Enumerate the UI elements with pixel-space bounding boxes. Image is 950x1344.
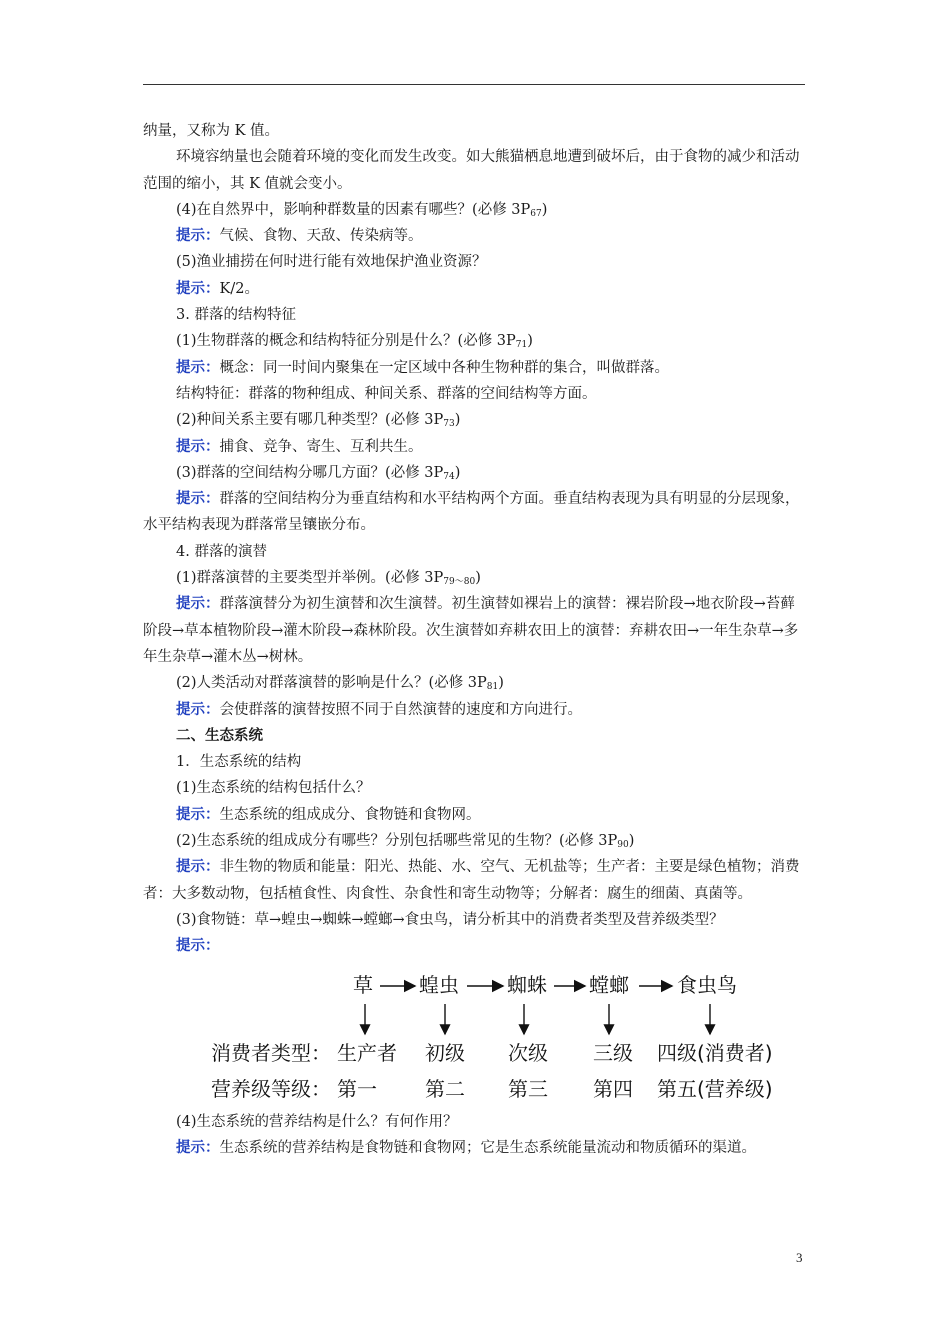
food-chain-diagram: [143, 964, 805, 1109]
chain-organism: 蝗虫: [419, 972, 459, 997]
hint-label: 提示：: [176, 937, 220, 955]
trophic-level: 第一: [337, 1076, 377, 1101]
answer: 提示：群落的空间结构分为垂直结构和水平结构两个方面。垂直结构表现为具有明显的分层现象，水平结构表现为群落常呈镶嵌分布。: [143, 490, 800, 534]
consumer-type: 初级: [425, 1040, 465, 1065]
hint-label: 提示：: [176, 858, 220, 876]
hint-label: 提示：: [176, 805, 220, 823]
answer: 提示：气候、食物、天敌、传染病等。: [176, 227, 423, 245]
consumer-type: 四级(消费者): [657, 1040, 773, 1065]
question: (2)种间关系主要有哪几种类型？(必修 $3P_{73}$): [176, 412, 461, 430]
chain-organism: 食虫鸟: [677, 972, 737, 997]
hint-label: 提示：: [176, 490, 220, 508]
chain-organism: 螳螂: [589, 972, 629, 997]
trophic-level: 第五(营养级): [657, 1076, 773, 1101]
trophic-level: 第四: [593, 1076, 633, 1101]
question: (1)生物群落的概念和结构特征分别是什么？(必修 $3P_{71}$): [176, 333, 533, 351]
hint-label: 提示：: [176, 595, 220, 613]
page-body: [143, 118, 805, 1161]
chain-organism: 草: [353, 972, 373, 997]
section-title: 1．生态系统的结构: [176, 754, 302, 771]
question: (4)生态系统的营养结构是什么？有何作用？: [176, 1113, 458, 1130]
answer: 提示：概念：同一时间内聚集在一定区域中各种生物种群的集合，叫做群落。: [176, 358, 669, 376]
answer: 结构特征：群落的物种组成、种间关系、群落的空间结构等方面。: [176, 385, 597, 402]
hint-label: 提示：: [176, 279, 220, 297]
question: (4)在自然界中，影响种群数量的因素有哪些？(必修 $3P_{67}$): [176, 201, 548, 219]
answer: 提示：生态系统的组成成分、食物链和食物网。: [176, 805, 481, 823]
hint-label: 提示：: [176, 1138, 220, 1156]
chapter-title: 二、生态系统: [176, 726, 263, 744]
section-title: 4. 群落的演替: [176, 543, 267, 560]
question: (1)生态系统的结构包括什么？: [176, 780, 371, 797]
question: (1)群落演替的主要类型并举例。(必修 $3P_{79\sim 80}$): [176, 570, 481, 588]
answer: 提示：群落演替分为初生演替和次生演替。初生演替如裸岩上的演替：裸岩阶段→地衣阶段→苔藓阶段→草本植物阶段→灌木阶段→森林阶段。次生演替如弃耕农田上的演替：弃耕农田→一年生杂草→多年生杂草→灌木丛→树林。: [143, 595, 799, 665]
paragraph: 环境容纳量也会随着环境的变化而发生改变。如大熊猫栖息地遭到破坏后，由于食物的减少和活动范围的缩小，其 K 值就会变小。: [143, 149, 800, 192]
answer: [143, 933, 805, 959]
question: (3)群落的空间结构分哪几方面？(必修 $3P_{74}$): [176, 464, 461, 482]
question: (2)生态系统的组成成分有哪些？分别包括哪些常见的生物？(必修 $3P_{90}$): [176, 833, 635, 851]
chain-organism: 蜘蛛: [507, 972, 547, 997]
answer: 提示：捕食、竞争、寄生、互利共生。: [176, 437, 423, 455]
question: (5)渔业捕捞在何时进行能有效地保护渔业资源？: [176, 254, 487, 271]
question: (3)食物链：草→蝗虫→蜘蛛→螳螂→食虫鸟，请分析其中的消费者类型及营养级类型？: [176, 911, 724, 928]
page-number: 3: [796, 1250, 803, 1265]
answer: 提示：生态系统的营养结构是食物链和食物网；它是生态系统能量流动和物质循环的渠道。: [176, 1138, 756, 1156]
header-rule: [143, 84, 805, 85]
question: (2)人类活动对群落演替的影响是什么？(必修 $3P_{81}$): [176, 675, 504, 693]
hint-label: 提示：: [176, 227, 220, 245]
hint-label: 提示：: [176, 437, 220, 455]
consumer-type-label: 消费者类型：: [211, 1040, 331, 1065]
paragraph: 纳量，又称为 K 值。: [143, 123, 280, 139]
hint-label: 提示：: [176, 358, 220, 376]
answer: 提示：会使群落的演替按照不同于自然演替的速度和方向进行。: [176, 700, 582, 718]
trophic-level: 第二: [425, 1076, 465, 1101]
consumer-type: 次级: [508, 1040, 548, 1065]
trophic-level: 第三: [508, 1076, 548, 1101]
trophic-level-label: 营养级等级：: [211, 1076, 331, 1101]
consumer-type: 三级: [593, 1040, 633, 1065]
answer: 提示：K/2。: [176, 279, 259, 297]
hint-label: 提示：: [176, 700, 220, 718]
section-title: 3. 群落的结构特征: [176, 307, 296, 324]
answer: 提示：非生物的物质和能量：阳光、热能、水、空气、无机盐等；生产者：主要是绿色植物；消费者：大多数动物，包括植食性、肉食性、杂食性和寄生动物等；分解者：腐生的细菌、真菌等。: [143, 858, 800, 902]
consumer-type: 生产者: [337, 1040, 397, 1065]
